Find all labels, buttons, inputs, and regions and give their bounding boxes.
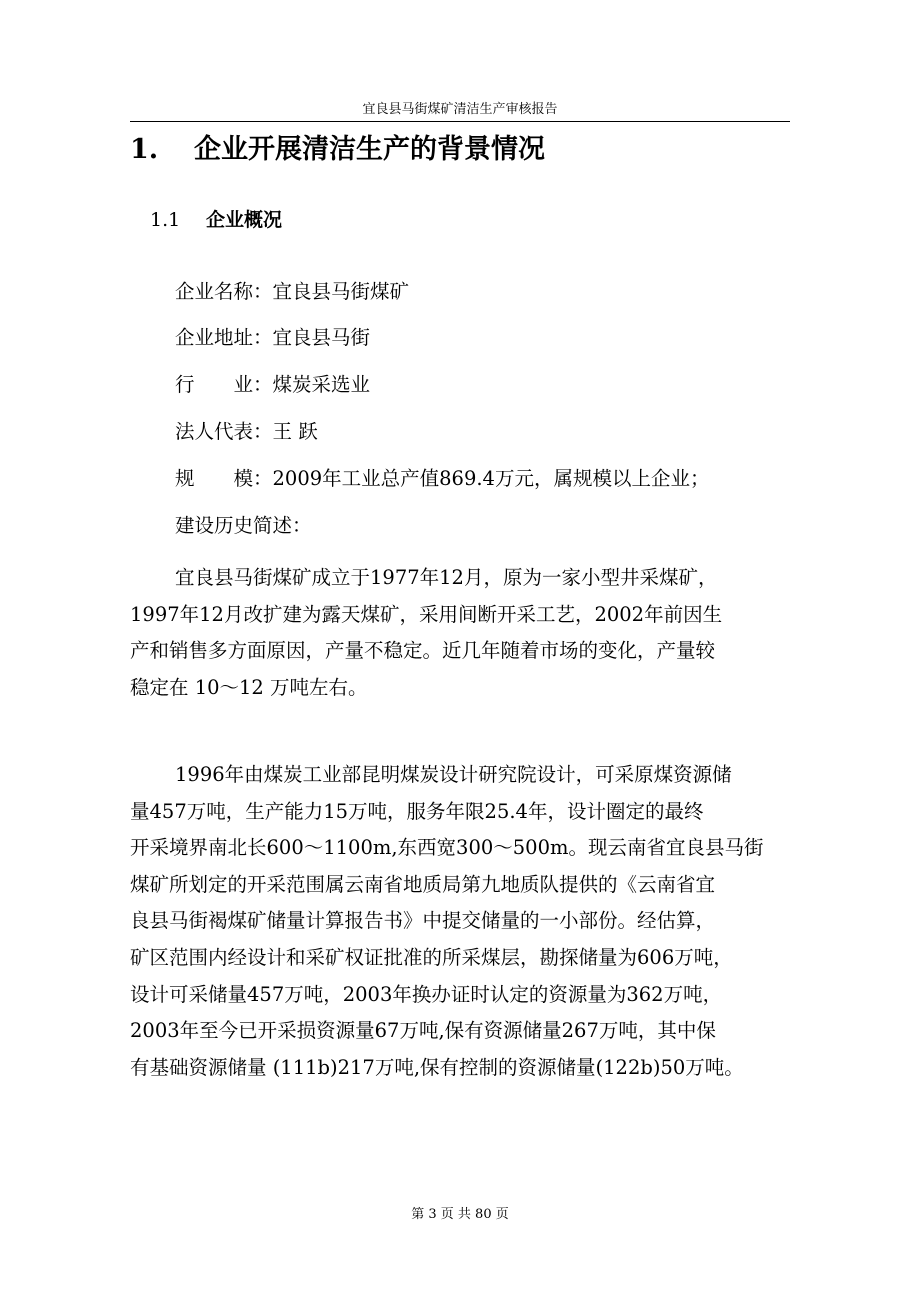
section-number: 1. xyxy=(130,134,159,165)
field-company-address: 企业地址：宜良县马街 xyxy=(175,326,371,349)
section-heading xyxy=(130,130,545,170)
paragraph-line: 1996年由煤炭工业部昆明煤炭设计研究院设计，可采原煤资源储 xyxy=(175,763,732,786)
paragraph-line: 设计可采储量457万吨，2003年换办证时认定的资源量为362万吨， xyxy=(130,982,723,1006)
page-number-footer: 第 3 页 共 80 页 xyxy=(411,1207,509,1222)
field-company-name: 企业名称：宜良县马街煤矿 xyxy=(175,280,410,303)
paragraph-line: 产和销售多方面原因，产量不稳定。近几年随着市场的变化，产量较 xyxy=(130,639,716,663)
paragraph-line: 良县马街褐煤矿储量计算报告书》中提交储量的一小部份。经估算， xyxy=(130,909,716,933)
paragraph-line: 煤矿所划定的开采范围属云南省地质局第九地质队提供的《云南省宜 xyxy=(130,872,716,896)
paragraph-line: 稳定在 10～12 万吨左右。 xyxy=(130,675,368,699)
subsection-number: 1.1 xyxy=(150,209,181,231)
field-scale: 规 模：2009年工业总产值869.4万元，属规模以上企业； xyxy=(175,467,710,490)
subsection-heading xyxy=(150,204,282,236)
running-header: 宜良县马街煤矿清洁生产审核报告 xyxy=(362,102,558,117)
field-history-label: 建设历史简述： xyxy=(175,514,312,537)
history-paragraph xyxy=(130,560,795,706)
paragraph-line: 量457万吨，生产能力15万吨，服务年限25.4年，设计圈定的最终 xyxy=(130,799,704,823)
paragraph-line: 1997年12月改扩建为露天煤矿，采用间断开采工艺，2002年前因生 xyxy=(130,602,723,626)
reserves-paragraph xyxy=(130,757,795,1086)
subsection-title: 企业概况 xyxy=(206,209,283,231)
paragraph-line: 矿区范围内经设计和采矿权证批准的所采煤层，勘探储量为606万吨， xyxy=(130,945,733,969)
field-legal-representative: 法人代表：王 跃 xyxy=(175,420,318,443)
section-title: 企业开展清洁生产的背景情况 xyxy=(194,134,545,165)
field-industry: 行 业：煤炭采选业 xyxy=(175,373,371,396)
header-divider xyxy=(130,121,790,122)
paragraph-line: 有基础资源储量 (111b)217万吨,保有控制的资源储量(122b)50万吨。 xyxy=(130,1055,744,1079)
paragraph-line: 宜良县马街煤矿成立于1977年12月，原为一家小型井采煤矿， xyxy=(175,566,718,589)
paragraph-line: 开采境界南北长600～1100m,东西宽300～500m。现云南省宜良县马街 xyxy=(130,836,764,860)
paragraph-line: 2003年至今已开采损资源量67万吨,保有资源储量267万吨，其中保 xyxy=(130,1019,716,1043)
